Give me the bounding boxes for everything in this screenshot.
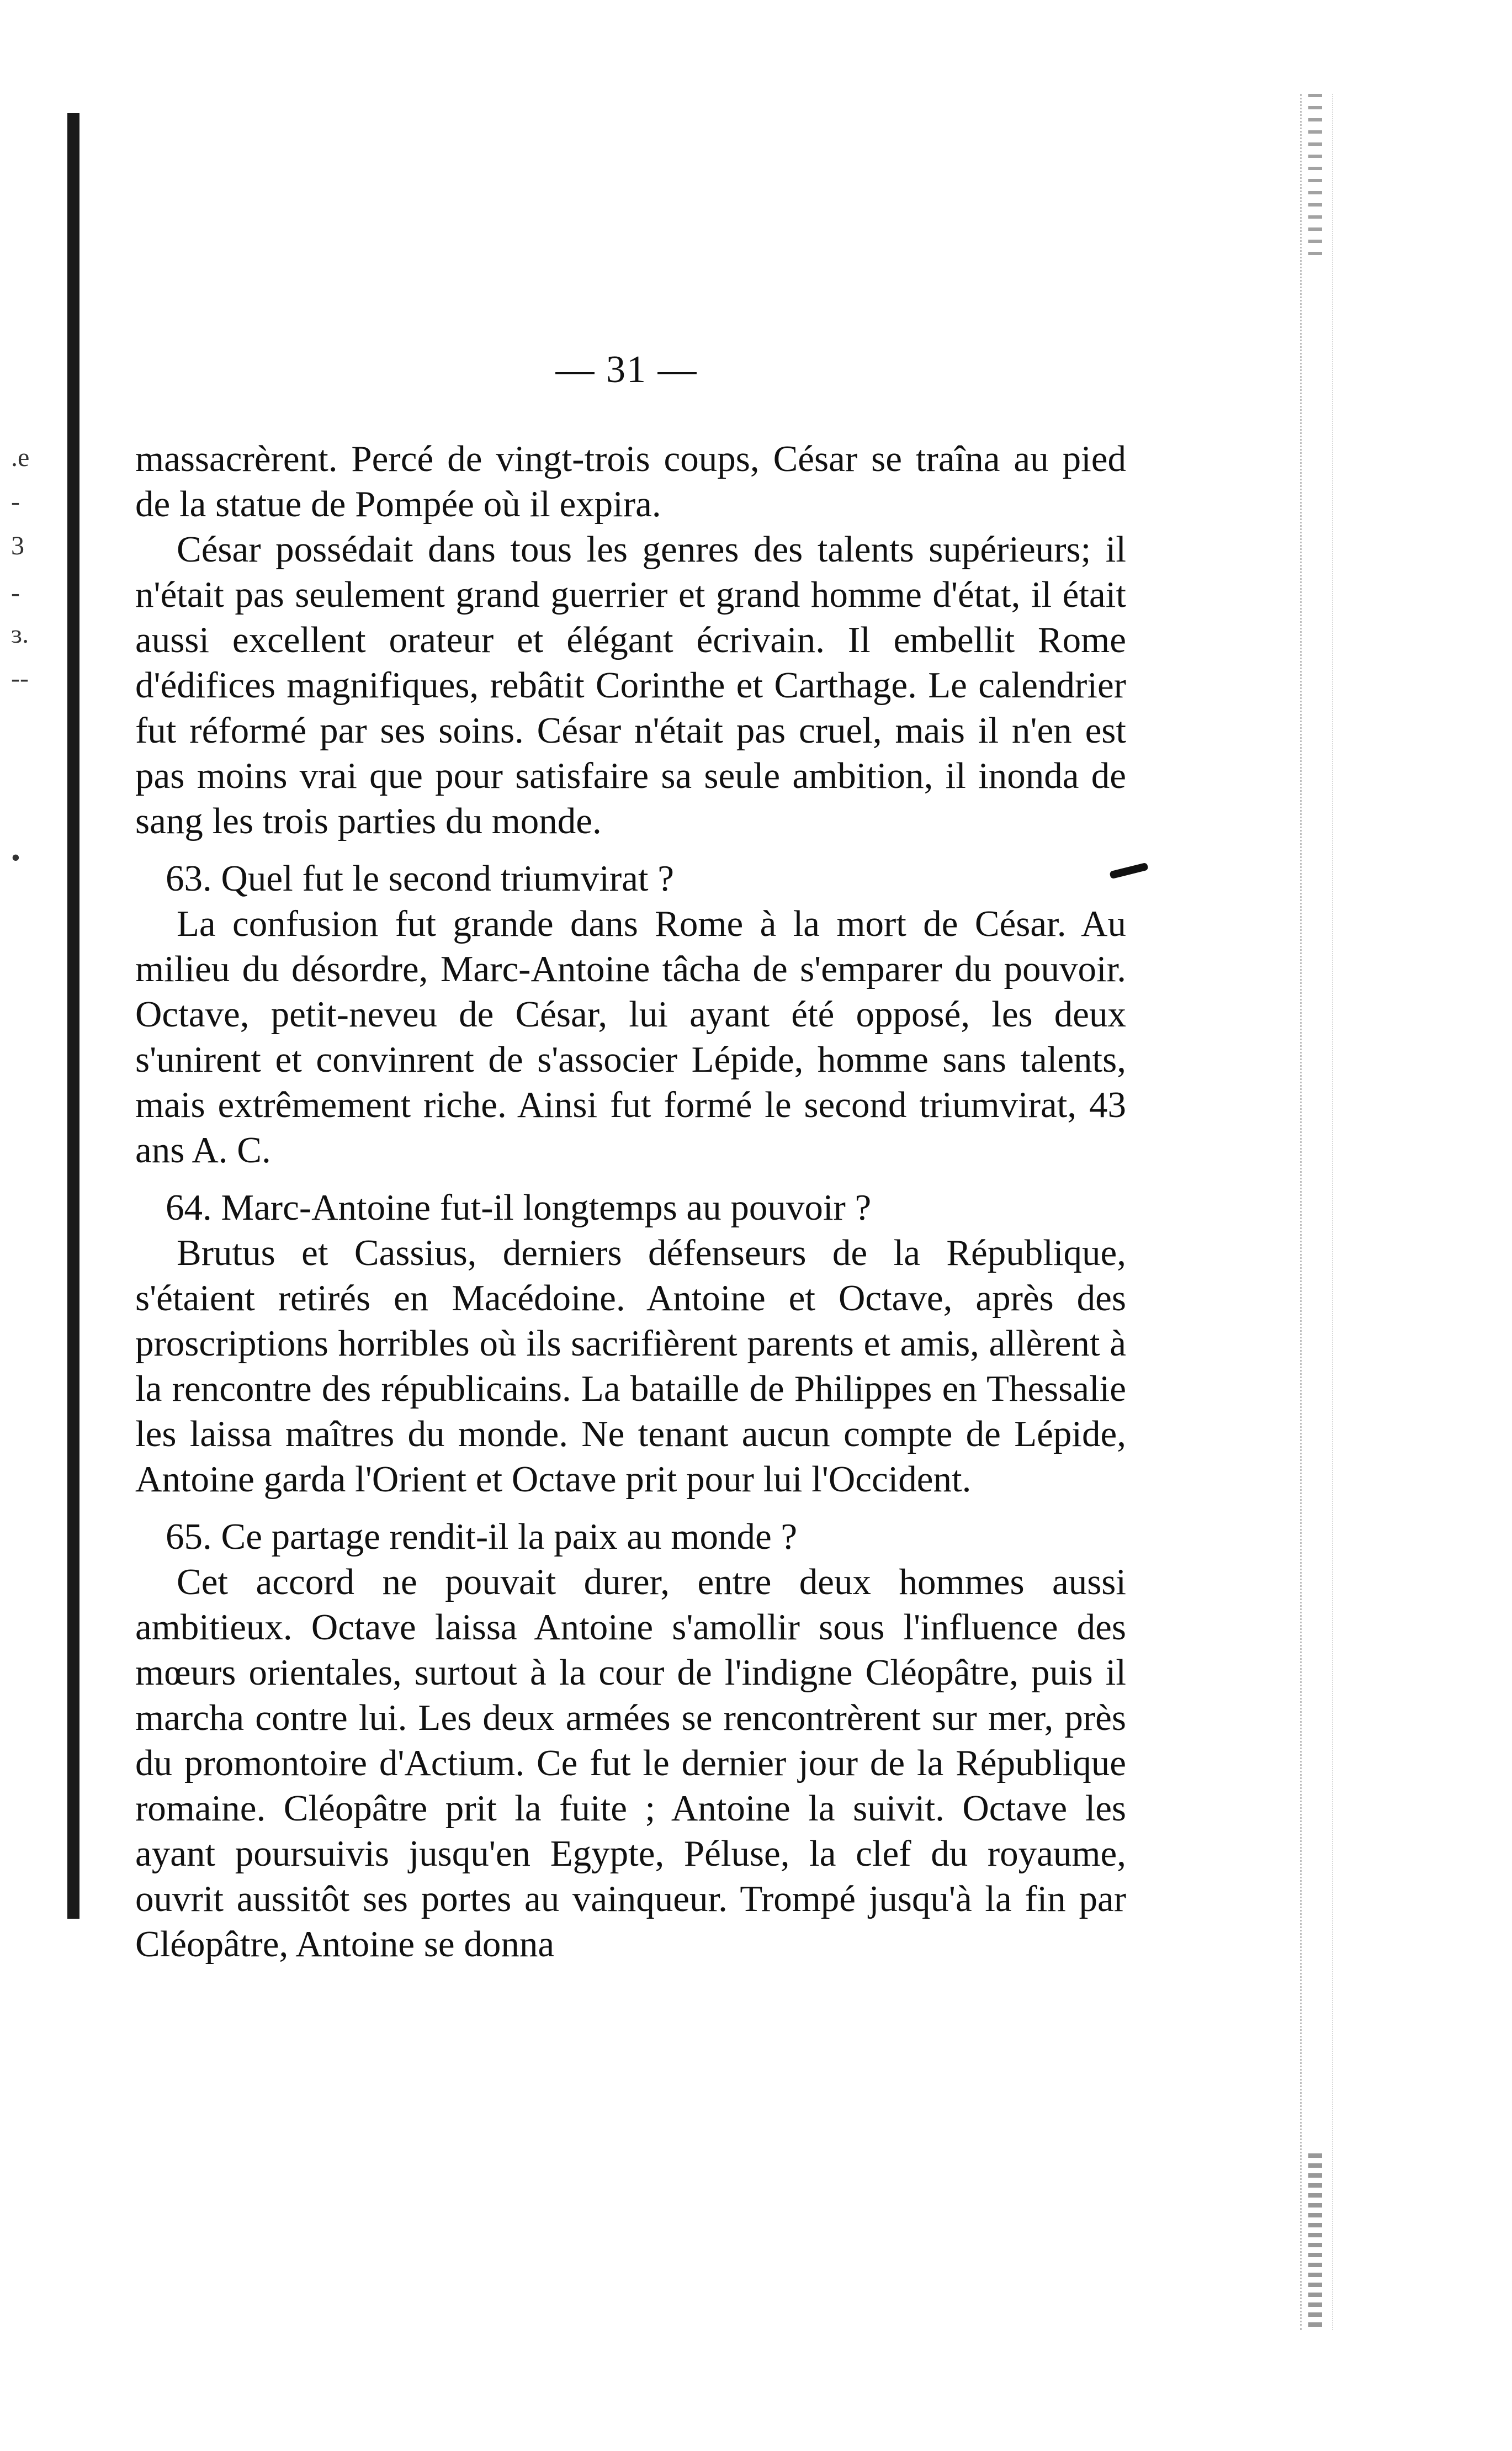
paragraph-continuation: massacrèrent. Percé de vingt-trois coups, César se traîna au pied de la statue de Pompée où il expira.: [135, 438, 1126, 525]
margin-mark: •: [11, 843, 20, 872]
margin-mark: -: [11, 578, 20, 607]
page-body: [135, 436, 1126, 1967]
margin-mark: ɜ.: [11, 620, 29, 649]
right-edge-texture-bottom: [1308, 2153, 1322, 2330]
left-margin-marks: [11, 0, 44, 1104]
margin-mark: .e: [11, 443, 30, 472]
question-63: 63. Quel fut le second triumvirat ?: [166, 858, 674, 899]
answer-63: La confusion fut grande dans Rome à la mort de César. Au milieu du désordre, Marc-Antoine tâcha de s'emparer du pouvoir. Octave, petit-neveu de César, lui ayant été opposé, les deux s'unirent et convinrent de s'associer Lépide, homme sans talents, mais extrêmement riche. Ainsi fut formé le second triumvirat, 43 ans A. C.: [135, 903, 1126, 1171]
answer-64: Brutus et Cassius, derniers défenseurs de la République, s'étaient retirés en Macédoine. Antoine et Octave, après des proscriptions horribles où ils sacrifièrent parents et amis, allèrent à la rencontre des républicains. La bataille de Philippes en Thessalie les laissa maîtres du monde. Ne tenant aucun compte de Lépide, Antoine garda l'Orient et Octave prit pour lui l'Occident.: [135, 1232, 1126, 1500]
margin-mark: --: [11, 664, 29, 693]
paragraph-cesar-talents: César possédait dans tous les genres des talents supérieurs; il n'était pas seulement grand guerrier et grand homme d'état, il était aussi excellent orateur et élégant écrivain. Il embellit Rome d'édifices magnifiques, rebâtit Corinthe et Carthage. Le calendrier fut réformé par ses soins. César n'était pas cruel, mais il n'en est pas moins vrai que pour satisfaire sa seule ambition, il inonda de sang les trois parties du monde.: [135, 529, 1126, 841]
right-edge-texture-top: [1308, 94, 1322, 260]
page-number: — 31 —: [555, 348, 698, 391]
margin-mark: 3: [11, 531, 24, 560]
right-page-edge: [1300, 94, 1333, 2330]
answer-65: Cet accord ne pouvait durer, entre deux hommes aussi ambitieux. Octave laissa Antoine s'amollir sous l'influence des mœurs orientales, surtout à la cour de l'indigne Cléopâtre, puis il marcha contre lui. Les deux armées se rencontrèrent sur mer, près du promontoire d'Actium. Ce fut le dernier jour de la République romaine. Cléopâtre prit la fuite ; Antoine la suivit. Octave les ayant poursuivis jusqu'en Egypte, Péluse, la clef du royaume, ouvrit aussitôt ses portes au vainqueur. Trompé jusqu'à la fin par Cléopâtre, Antoine se donna: [135, 1561, 1126, 1965]
question-64: 64. Marc-Antoine fut-il longtemps au pouvoir ?: [166, 1187, 872, 1228]
question-65: 65. Ce partage rendit-il la paix au monde ?: [166, 1516, 798, 1557]
margin-mark: -: [11, 487, 20, 516]
